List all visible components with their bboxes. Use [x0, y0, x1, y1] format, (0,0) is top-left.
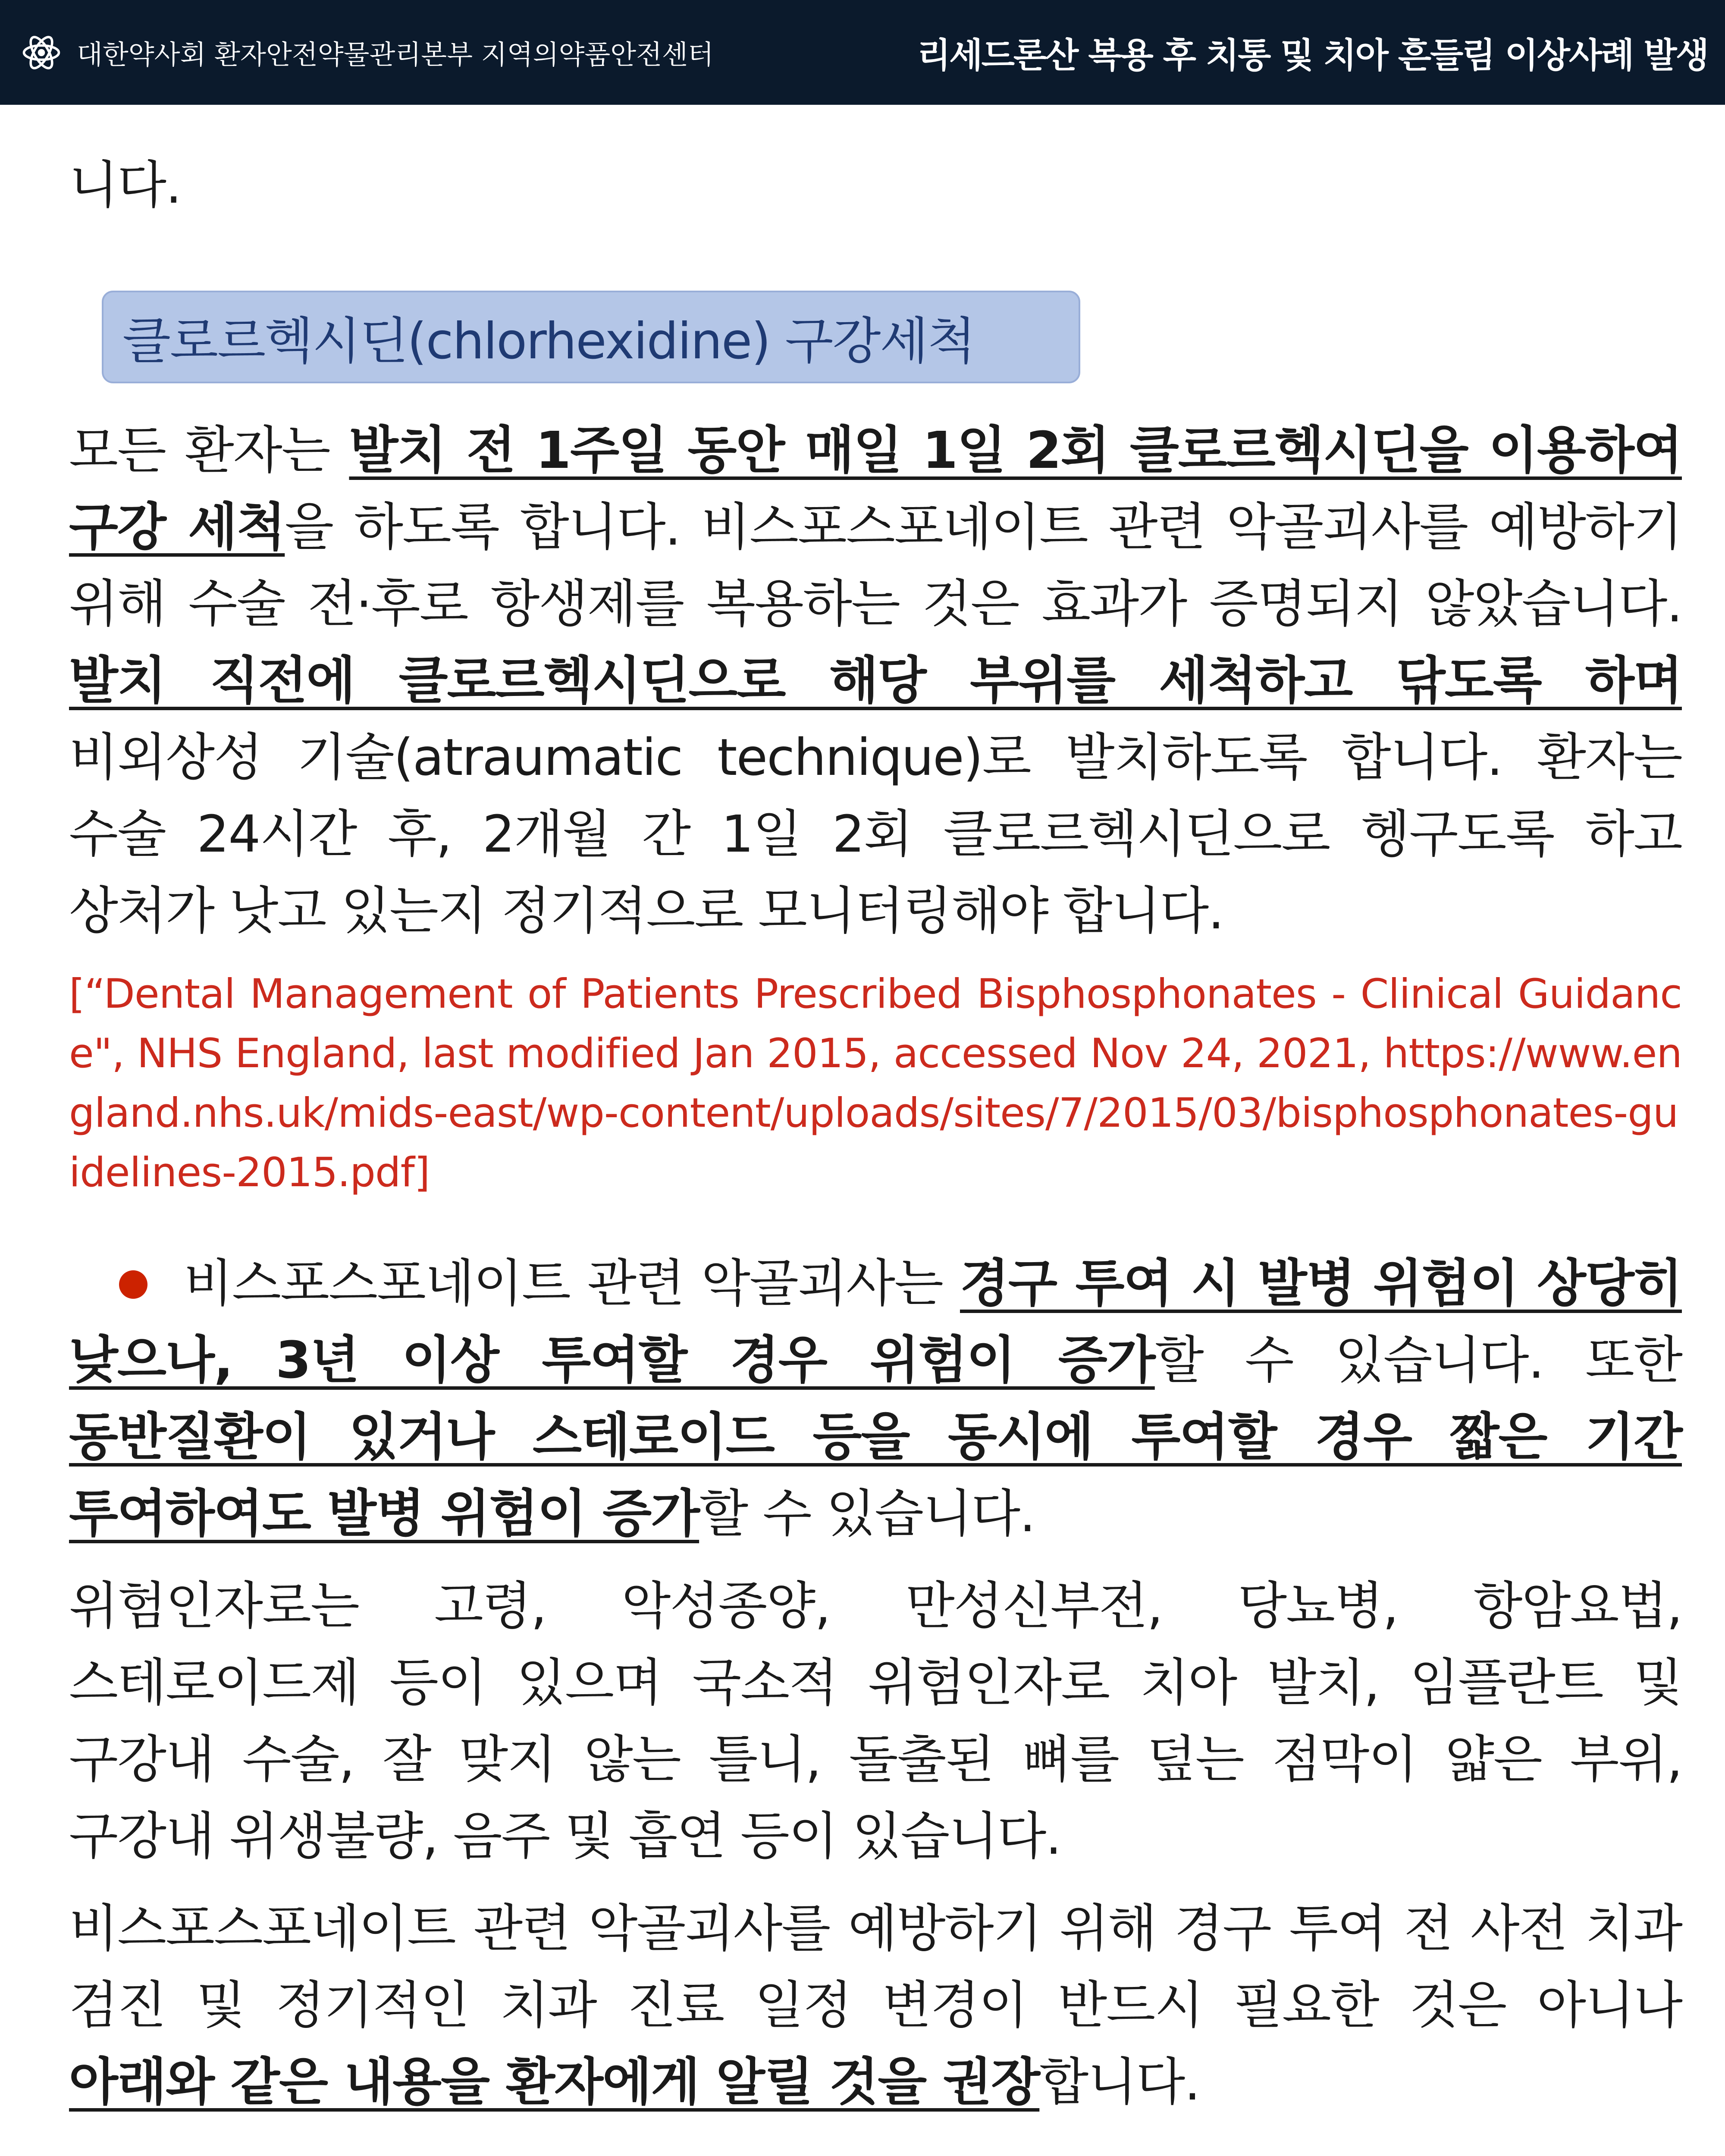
red-dot-bullet-icon	[119, 1270, 147, 1299]
risk-paragraph	[69, 1245, 1682, 1552]
emphasis-text: 아래와 같은 내용을 환자에게 알릴 것을 권장	[69, 2052, 1040, 2112]
continuation-text: 니다.	[69, 155, 181, 215]
organization-name: 대한약사회 환자안전약물관리본부 지역의약품안전센터	[77, 39, 714, 70]
paragraph-text: 을 하도록 합니다. 비스포스포네이트 관련 악골괴사를 예방하기 위해 수술 전·후로 항생제를 복용하는 것은 효과가 증명되지 않았습니다.	[69, 497, 1682, 633]
paragraph-text: 할 수 있습니다.	[699, 1484, 1035, 1543]
reference-citation: [“Dental Management of Patients Prescribed Bisphosphonates - Clinical Guidance", NHS England, last modified Jan 2015, accessed Nov 24, 2021, https://www.england.nhs.uk/mids-east/wp-content/uploads/sites/7/2015/03/bisphosphonates-guidelines-2015.pdf]	[69, 971, 1682, 1196]
risk-factors-paragraph: 위험인자로는 고령, 악성종양, 만성신부전, 당뇨병, 항암요법, 스테로이드제 등이 있으며 국소적 위험인자로 치아 발치, 임플란트 및 구강내 수술, 잘 맞지 않는 틀니, 돌출된 뼈를 덮는 점막이 얇은 부위, 구강내 위생불량, 음주 및 흡연 등이 있습니다.	[69, 1576, 1682, 1866]
paragraph-text: 비스포스포네이트 관련 악골괴사는	[184, 1253, 960, 1313]
emphasis-text: 발치 전 1주일 동안 매일 1일 2회 클로르헥시딘을 이용하여 구강 세척	[69, 420, 1682, 557]
emphasis-text: 발치 직전에 클로르헥시딘으로 해당 부위를 세척하고 닦도록 하며	[69, 651, 1682, 710]
document-body	[69, 147, 1682, 2136]
document-title: 리세드론산 복용 후 치통 및 치아 흔들림 이상사례 발생	[917, 35, 1708, 75]
paragraph-text: 합니다.	[1039, 2052, 1200, 2112]
emphasis-text: 경구 투여 시 발병 위험이 상당히 낮으나, 3년 이상 투여할 경우 위험이 증가	[69, 1253, 1682, 1390]
header-org-group	[22, 33, 714, 72]
paragraph-text: 모든 환자는	[69, 420, 349, 480]
chlorhexidine-paragraph	[69, 412, 1682, 949]
section-heading-box	[102, 291, 1080, 383]
paragraph-text: 할 수 있습니다. 또한	[1154, 1330, 1682, 1390]
section-heading: 클로르헥시딘(chlorhexidine) 구강세척	[122, 312, 975, 370]
prevention-paragraph	[69, 1890, 1682, 2120]
pharmacy-association-emblem-icon	[22, 33, 61, 72]
paragraph-text: 비외상성 기술(atraumatic technique)로 발치하도록 합니다. 환자는 수술 24시간 후, 2개월 간 1일 2회 클로르헥시딘으로 헹구도록 하고 상처가 낫고 있는지 정기적으로 모니터링해야 합니다.	[69, 727, 1682, 940]
page-header	[0, 0, 1725, 105]
emphasis-text: 동반질환이 있거나 스테로이드 등을 동시에 투여할 경우 짧은 기간 투여하여도 발병 위험이 증가	[69, 1407, 1682, 1543]
paragraph-text: 비스포스포네이트 관련 악골괴사를 예방하기 위해 경구 투여 전 사전 치과 검진 및 정기적인 치과 진료 일정 변경이 반드시 필요한 것은 아니나	[69, 1899, 1682, 2035]
